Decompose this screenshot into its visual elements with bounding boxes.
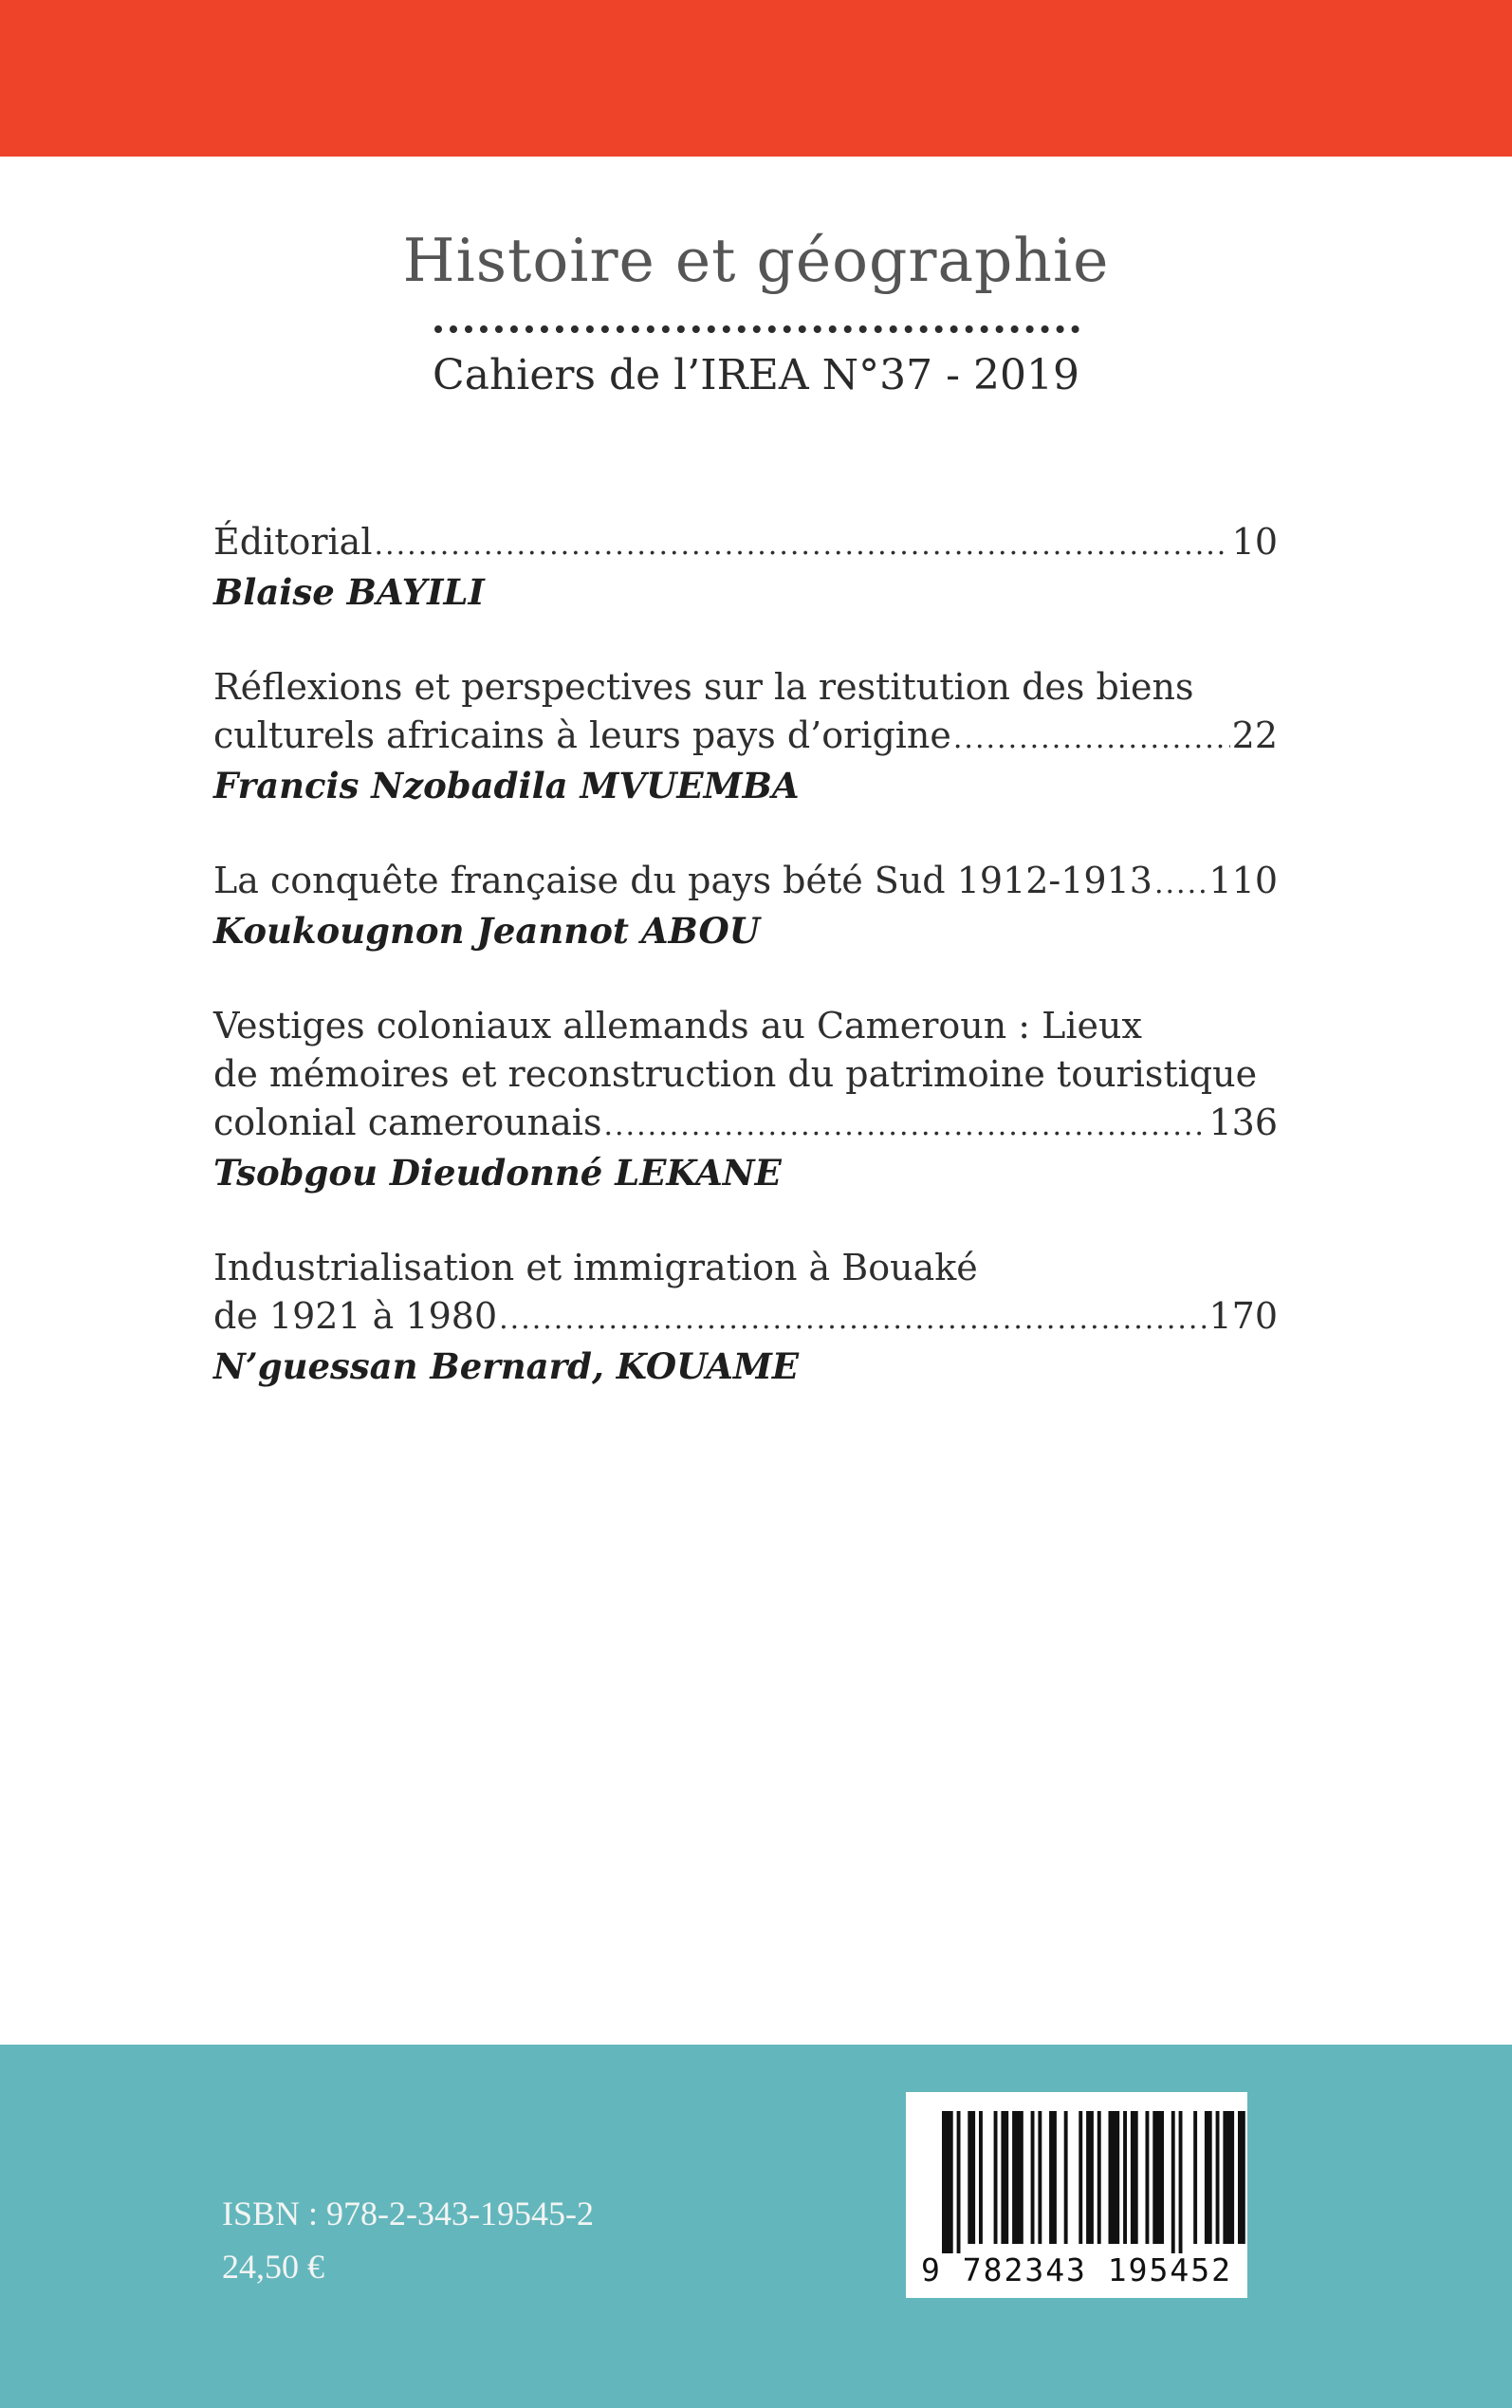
barcode-bar (1123, 2111, 1127, 2244)
toc-author: Tsobgou Dieudonné LEKANE (213, 1152, 782, 1194)
barcode-bar (1238, 2111, 1245, 2244)
toc-page-number: 136 (1208, 1102, 1278, 1143)
toc-page-number: 22 (1231, 714, 1278, 756)
barcode-bar (942, 2111, 953, 2253)
table-of-contents (213, 518, 1278, 1437)
toc-title-line: de mémoires et reconstruction du patrimoine touristique (213, 1053, 1258, 1095)
leader-dots (603, 1102, 1207, 1150)
toc-author: Francis Nzobadila MVUEMBA (213, 765, 800, 806)
toc-title-line (213, 1292, 1278, 1341)
barcode-bar (1131, 2111, 1138, 2244)
toc-author: Koukougnon Jeannot ABOU (213, 910, 761, 952)
barcode-bar (979, 2111, 983, 2244)
issue-line: Cahiers de l’IREA N°37 - 2019 (433, 351, 1079, 399)
toc-page-number: 170 (1208, 1295, 1278, 1337)
toc-page-number: 10 (1231, 521, 1278, 563)
toc-title-text: de 1921 à 1980 (213, 1295, 498, 1337)
barcode-bar (1152, 2111, 1164, 2244)
toc-title-text: Éditorial (213, 521, 373, 563)
barcode-bar (1049, 2111, 1057, 2244)
dotted-divider (434, 325, 1079, 333)
toc-title-text: culturels africains à leurs pays d’origine (213, 714, 951, 756)
leader-dots (953, 714, 1230, 763)
leader-dots (499, 1295, 1207, 1343)
barcode-number: 9 782343 195452 (920, 2251, 1232, 2288)
barcode-bar (1193, 2111, 1197, 2244)
toc-author: N’guessan Bernard, KOUAME (213, 1345, 800, 1387)
toc-title-line: Industrialisation et immigration à Bouaké (213, 1247, 978, 1288)
toc-page-number: 110 (1208, 860, 1278, 901)
barcode-bar (1179, 2111, 1183, 2253)
barcode-bar (1079, 2111, 1082, 2244)
toc-entry (213, 1002, 1278, 1198)
barcode-bar (1097, 2111, 1101, 2244)
price-text: 24,50 € (222, 2248, 324, 2286)
toc-title-line (213, 1099, 1278, 1147)
series-title: Histoire et géographie (402, 226, 1110, 295)
toc-title-text: La conquête française du pays bété Sud 1912-1913 (213, 860, 1152, 901)
barcode-bar (1031, 2111, 1035, 2244)
toc-title-line (213, 712, 1278, 760)
barcode-bar (1216, 2111, 1220, 2244)
barcode-bar (1086, 2111, 1094, 2244)
barcode-bar (1038, 2111, 1042, 2244)
barcode-bar (1171, 2111, 1175, 2253)
barcode (906, 2092, 1247, 2298)
toc-title-line: Vestiges coloniaux allemands au Cameroun : Lieux (213, 1005, 1142, 1047)
barcode-bar (1064, 2111, 1068, 2244)
top-color-band (0, 0, 1512, 157)
isbn-text: ISBN : 978-2-343-19545-2 (222, 2195, 594, 2232)
barcode-bar (1012, 2111, 1023, 2244)
barcode-bar (1146, 2111, 1150, 2244)
leader-dots (1154, 860, 1208, 908)
toc-title-line (213, 857, 1278, 905)
toc-entry (213, 663, 1278, 811)
toc-author: Blaise BAYILI (213, 571, 485, 613)
toc-title-line (213, 518, 1278, 566)
barcode-bar (1205, 2111, 1212, 2244)
barcode-bar (1223, 2111, 1234, 2244)
toc-title-line: Réflexions et perspectives sur la restitution des biens (213, 666, 1194, 708)
toc-entry (213, 518, 1278, 618)
barcode-bar (1109, 2111, 1120, 2244)
barcode-bar (968, 2111, 975, 2244)
toc-title-text: colonial camerounais (213, 1102, 602, 1143)
barcode-bar (1001, 2111, 1008, 2244)
barcode-bar (994, 2111, 998, 2244)
toc-entry (213, 857, 1278, 956)
barcode-bar (957, 2111, 961, 2253)
toc-entry (213, 1244, 1278, 1392)
leader-dots (375, 521, 1230, 569)
